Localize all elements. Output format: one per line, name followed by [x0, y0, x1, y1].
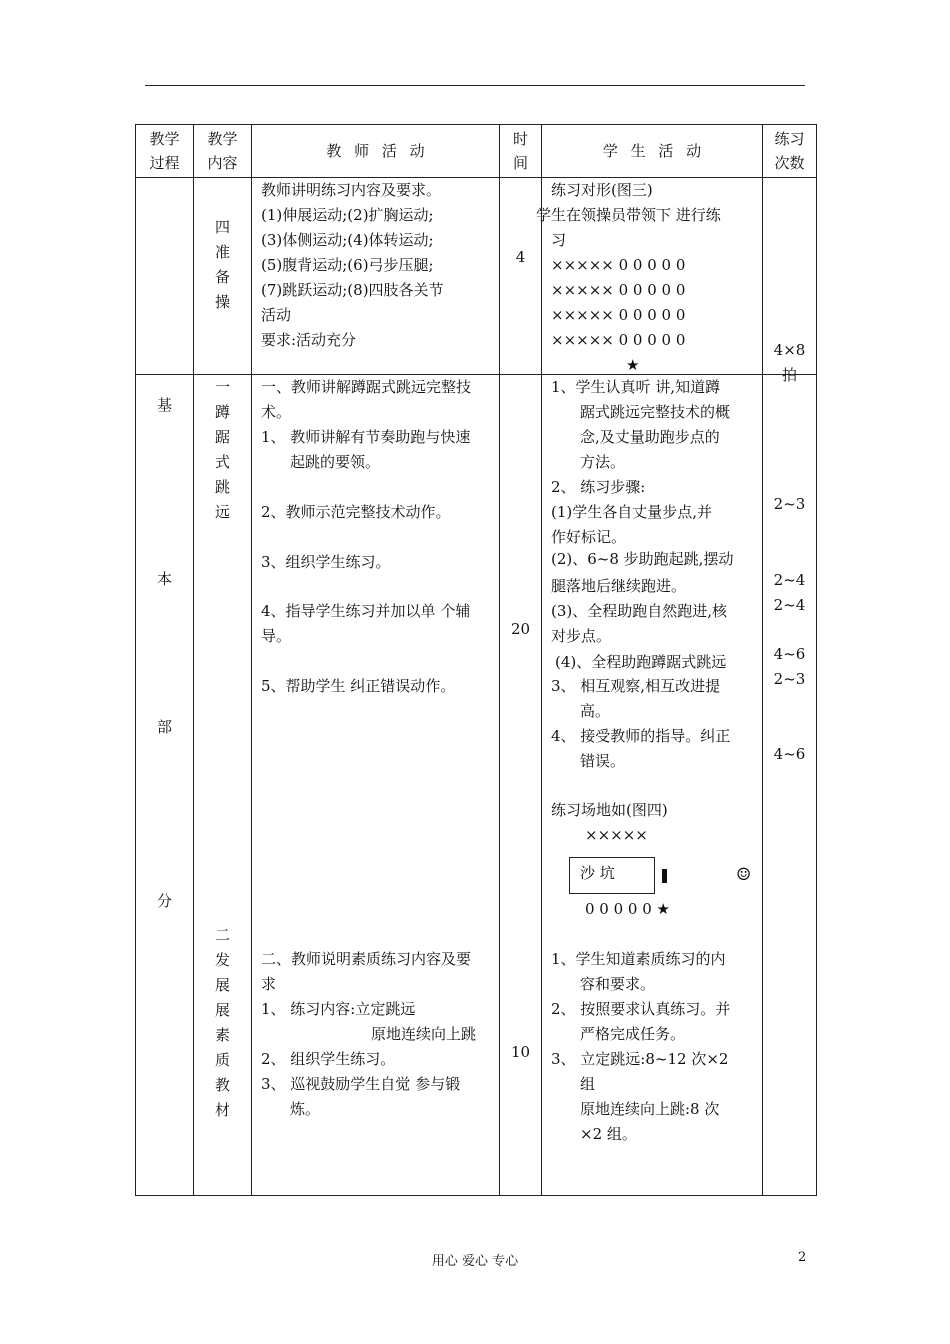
- page-number: 2: [798, 1250, 807, 1265]
- top-rule: [145, 85, 805, 86]
- star-icon: ★: [626, 356, 640, 374]
- row1-student: 练习对形(图三) 学生在领操员带领下 进行练 习 ××××× 0 0 0 0 0 ××××× 0 0 0 0 0 ××××× 0 0 0 0 0 ××××× 0 0 0 0 0 ★: [542, 178, 763, 375]
- row2-time: 20 10: [500, 375, 542, 1196]
- header-student: 学 生 活 动: [542, 125, 763, 178]
- row2-student: 1、学生认真听 讲,知道蹲 踞式跳远完整技术的概 念,及丈量助跑步点的 方法。 2、 练习步骤: (1)学生各自丈量步点,并 作好标记。 (2)、6~8 步助跑起跳,摆动 腿落地后继续跑进。 (3)、全程助跑自然跑进,核 对步点。 (4)、全程助跑蹲踞式跳远 3、 相互观察,相互改进提 高。 4、 接受教师的指导。纠正 错误。 练习场地如(图四) ××××× 沙 坑 ☺ 0 0 0 0 0 ★ 1、学生知道素质练习的内 容和要求。 2、 按照要求认真练习。并 严格完成任务。 3、 立定跳远:8~12 次×2 组 原地连续向上跳:8 次 ×2 组。: [542, 375, 763, 1196]
- table-header-row: [136, 125, 817, 178]
- row1-process: [136, 178, 194, 375]
- row2-reps: 2~3 2~4 2~4 4~6 2~3 4~6: [763, 375, 817, 1196]
- takeoff-board: [662, 869, 667, 883]
- header-time: 时 间: [500, 125, 542, 178]
- header-content: 教学 内容: [194, 125, 252, 178]
- row2-teacher: 一、教师讲解蹲踞式跳远完整技 术。 1、 教师讲解有节奏助跑与快速 起跳的要领。 2、教师示范完整技术动作。 3、组织学生练习。 4、指导学生练习并加以单 个辅 导。 5、帮助学生 纠正错误动作。 二、教师说明素质练习内容及要 求 1、 练习内容:立定跳远 原地连续向上跳 2、 组织学生练习。 3、 巡视鼓励学生自觉 参与锻 炼。: [252, 375, 500, 1196]
- row2-content: 一 蹲 踞 式 跳 远 二 发 展 展 素 质 教 材: [194, 375, 252, 1196]
- lesson-plan-table: [135, 124, 817, 1196]
- row1-reps: 4×8 拍: [763, 178, 817, 375]
- row1-content: 四 准 备 操: [194, 178, 252, 375]
- sand-pit: 沙 坑: [569, 857, 655, 894]
- page-footer: 用心 爱心 专心: [431, 1254, 519, 1269]
- table-row: [136, 375, 817, 1196]
- table-row: [136, 178, 817, 375]
- header-teacher: 教 师 活 动: [252, 125, 500, 178]
- row2-process: 基 本 部 分: [136, 375, 194, 1196]
- row1-time: 4: [500, 178, 542, 375]
- smiley-icon: ☺: [736, 865, 752, 885]
- row1-teacher: 教师讲明练习内容及要求。 (1)伸展运动;(2)扩胸运动; (3)体侧运动;(4)体转运动; (5)腹背运动;(6)弓步压腿; (7)跳跃运动;(8)四肢各关节 活动 要求:活动充分: [252, 178, 500, 375]
- header-process: 教学 过程: [136, 125, 194, 178]
- header-reps: 练习 次数: [763, 125, 817, 178]
